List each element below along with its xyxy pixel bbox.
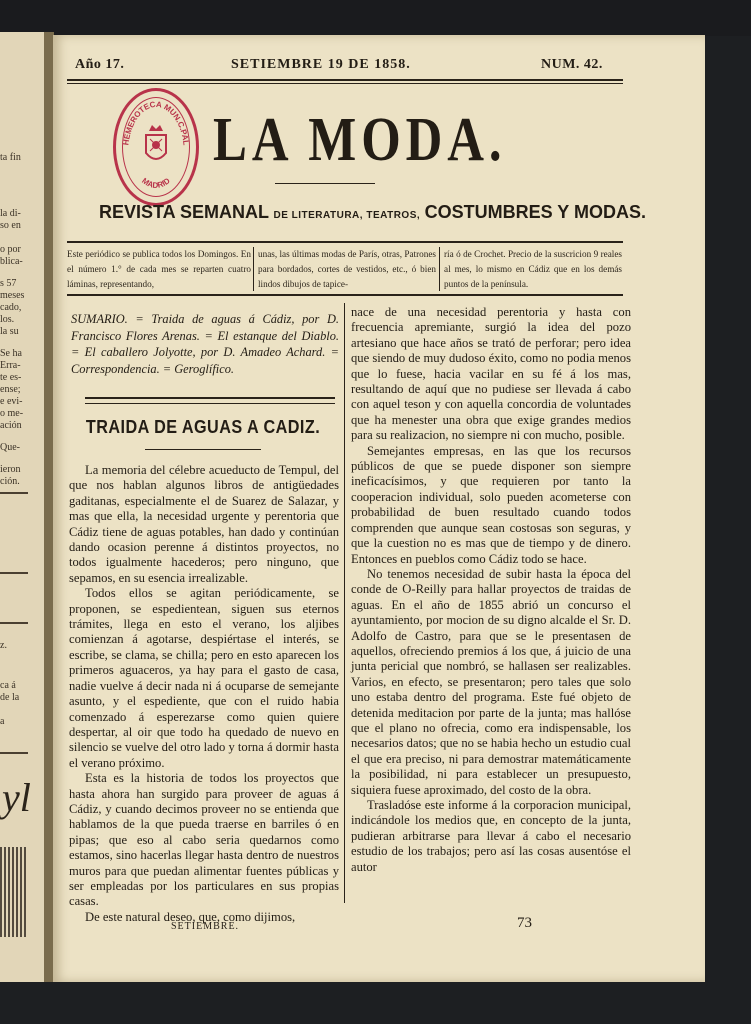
subtitle-part-1: REVISTA SEMANAL (99, 202, 270, 222)
page-number: 73 (517, 915, 532, 931)
previous-page-fragment: ta fin (0, 152, 21, 163)
previous-page-fragment: ieron (0, 464, 21, 475)
issue-date: SETIEMBRE 19 DE 1858. (231, 57, 411, 72)
notice-column-3: ría ó de Crochet. Precio de la suscricion 9 reales al mes, lo mismo en Cádiz que en los demás puntos de la península. (444, 249, 622, 289)
previous-page-rule (0, 752, 28, 754)
previous-page-fragment: Se ha (0, 348, 22, 359)
previous-page-fragment: so en (0, 220, 21, 231)
column-divider (344, 303, 345, 903)
svg-text:HEMEROTECA MUN.C.PAL (121, 100, 190, 146)
previous-page-fragment: te es- (0, 372, 22, 383)
header-rule-top (67, 79, 623, 81)
previous-page-fragment: o por (0, 244, 21, 255)
svg-text:MADRID (140, 176, 172, 190)
notice-rule-bottom (67, 294, 623, 296)
library-stamp (113, 88, 199, 206)
article-paragraph: Esta es la historia de todos los proyectos que hasta ahora han surgido para proveer de aguas á Cádiz, y cuando decimos proveer no se entienda que hablamos de la que pueda traerse en barriles ó en pipas; que eso al cabo seria quedarnos como estamos, sino hacerlas llegar hasta dentro de nuestros muros para que puedan alimentar fuentes públicas y ser empleadas por los particulares en sus propias casas. (69, 771, 339, 909)
notice-divider-2 (439, 247, 440, 291)
previous-page-fragment: meses (0, 290, 25, 301)
previous-page-rule (0, 572, 28, 574)
stamp-crest-icon (116, 91, 196, 203)
notice-column-1: Este periódico se publica todos los Domingos. En el número 1.° de cada mes se reparten cuatro láminas, representando, (67, 249, 251, 289)
scan-background (0, 0, 751, 36)
stamp-arc-text: HEMEROTECA MUN.C.PAL (121, 99, 191, 146)
sumario-rule (85, 397, 335, 404)
issue-year: Año 17. (75, 57, 125, 72)
stamp-bottom-text: MADRID (140, 176, 172, 190)
article-paragraph: No tenemos necesidad de subir hasta la época del conde de O-Reilly para hallar proyectos de traidas de aguas. En el año de 1855 abrió un concurso el ayuntamiento, por mocion de su digno alcalde el Sr. D. Adolfo de Castro, para que se le presentasen de aquellos, ofreciendo premios á los que, á juicio de una junta pericial que nombró, se hallasen ser realizables. Varios, en efecto, se presentaron; pero tales que solo uno estaba dentro del programa. Este fué objeto de detenida meditacion por parte de la junta; mas hallóse que el plano no ofrecia, como era indispensable, los necesarios datos; que no se habia hecho un estudio cual el que era preciso, ni para demostrar matemáticamente la posibilidad, ni para establecer un presupuesto, siquiera fuese aproximado, del costo de la obra. (351, 566, 631, 797)
previous-page-engraving (0, 847, 26, 937)
newspaper-page (53, 35, 705, 982)
subtitle-part-3: COSTUMBRES Y MODAS. (424, 202, 646, 222)
previous-page-fragment: a (0, 716, 5, 727)
previous-page-edge (0, 32, 46, 982)
sumario-block (67, 311, 339, 377)
notice-divider-1 (253, 247, 254, 291)
previous-page-fragment: Que- (0, 442, 20, 453)
header-rule-bottom (67, 83, 623, 84)
article-right-column (351, 305, 631, 875)
previous-page-fragment: s 57 (0, 278, 17, 289)
masthead-subtitle (99, 202, 646, 223)
article-paragraph: De este natural deseo, que, como dijimos, (85, 909, 296, 924)
article-paragraph: nace de una necesidad perentoria y hasta con frecuencia apremiante, surgió la idea del pozo artesiano que hace años se trató de perforar; pero idea que siendo de muy dudoso éxito, como no podia menos que lo fuese, hacia vacilar en su fé á los mas, resultando de aquí que no pudiese ser llevada á cabo con aquel teson y con aquella concordia de voluntades que ha menester una obra que exige grandes medios para su realizacion, no siempre ni con mucho, posible. (351, 305, 631, 443)
notice-rule-top (67, 241, 623, 243)
previous-page-fragment: blica- (0, 256, 23, 267)
masthead-title: LA MODA. (213, 106, 507, 174)
sumario: SUMARIO. = Traida de aguas á Cádiz, por D. Francisco Flores Arenas. = El estanque del Diablo. = El caballero Jolyotte, por D. Amadeo Achard. = Correspondencia. = Geroglífico. (71, 312, 339, 376)
notice-column-2: unas, las últimas modas de París, otras, Patrones para bordados, cortes de vestidos, etc., ó bien lindos dibujos de tapice- (258, 249, 436, 289)
article-paragraph: Todos ellos se agitan periódicamente, se proponen, se espedientean, siguen sus eternos trámites, llega en esto el verano, los aljibes comienzan á agotarse, despiértase el interés, se escribe, se clama, se chilla; pero en esto aparecen los primeros aguaceros, ya hay para el gasto de casa, nadie vuelve á decir nada ni á ocuparse de semejante asunto, y el espediente, que con el ruido habia comenzado á esperezarse como quien quiere despertar, al oir que todo ha quedado de nuevo en silencio se vuelve del otro lado y torna á dormir hasta el verano próximo. (69, 586, 339, 770)
article-paragraph: Semejantes empresas, en las que los recursos públicos de que se puede disponer son siempre ineficacísimos, y que requieren por tanto la cooperacion individual, solo pueden acometerse con probabilidad de buen resultado cuando todos comprenden que aunque sean costosas son seguras, y que la cuestion no es mas que de tiempo y de dinero. Entonces en pueblos como Cádiz todo se hace. (351, 443, 631, 566)
signature-mark: SETIEMBRE. (171, 921, 240, 932)
article-title-rule (145, 449, 261, 450)
previous-page-fragment: ca á (0, 680, 16, 691)
previous-page-fragment: o me- (0, 408, 24, 419)
previous-page-large-fragment: yl (2, 775, 31, 820)
previous-page-fragment: la su (0, 326, 19, 337)
previous-page-fragment: ción. (0, 476, 20, 487)
previous-page-fragment: de la (0, 692, 20, 703)
article-left-column (69, 463, 339, 925)
previous-page-fragment: ense; (0, 384, 21, 395)
article-title: TRAIDA DE AGUAS A CADIZ. (85, 417, 321, 437)
issue-number: NUM. 42. (541, 57, 603, 72)
previous-page-fragment: la di- (0, 208, 21, 219)
previous-page-fragment: cado, (0, 302, 22, 313)
previous-page-rule (0, 622, 28, 624)
previous-page-fragment: e evi- (0, 396, 23, 407)
masthead-rule (275, 183, 375, 184)
previous-page-fragment: z. (0, 640, 7, 651)
previous-page-fragment: Erra- (0, 360, 21, 371)
article-paragraph: La memoria del célebre acueducto de Tempul, del que nos hablan algunos libros de antigüedades gaditanas, especialmente el de Suarez de Salazar, y mas que ella, la necesidad urgente y perentoria que Cádiz tiene de aguas potables, han dado y continúan dando ocasion perenne á distintos proyectos, no todos igualmente hacederos; pero ninguno, que sepamos, en su esencia irrealizable. (69, 463, 339, 585)
subtitle-part-2: DE LITERATURA, TEATROS, (273, 210, 421, 221)
previous-page-rule (0, 492, 28, 494)
previous-page-fragment: los. (0, 314, 15, 325)
article-paragraph: Trasladóse este informe á la corporacion municipal, indicándole los medios que, en concepto de la junta, pudieran arbitrarse para llevar á cabo el necesario estudio de los trabajos; pero así las cosas ausentóse el autor (351, 798, 631, 874)
previous-page-fragment: ación (0, 420, 22, 431)
